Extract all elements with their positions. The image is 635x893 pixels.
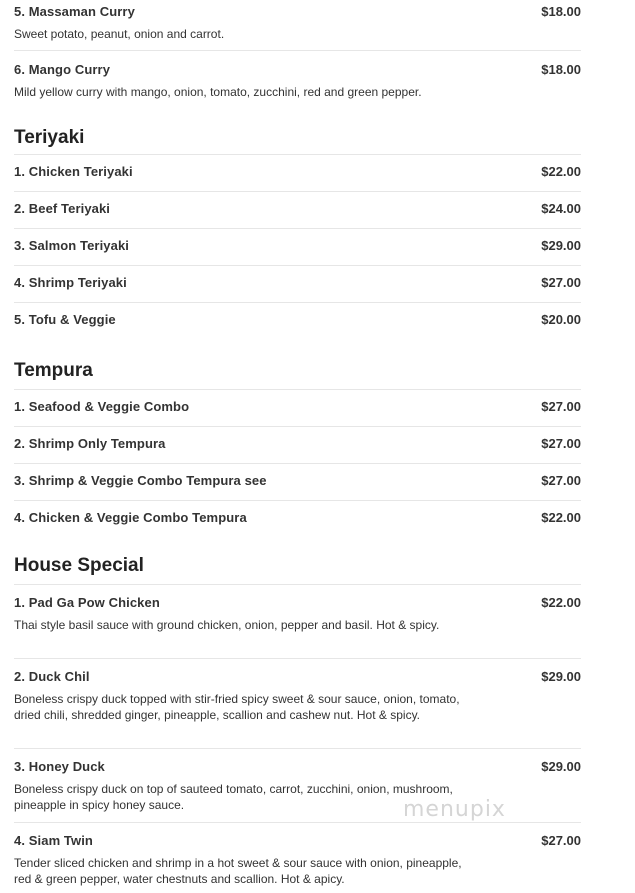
item-price: $27.00 bbox=[541, 833, 581, 848]
item-name: 6. Mango Curry bbox=[14, 62, 111, 77]
watermark-logo: menupix bbox=[403, 797, 506, 822]
item-price: $22.00 bbox=[541, 595, 581, 610]
item-name: 3. Shrimp & Veggie Combo Tempura see bbox=[14, 473, 267, 488]
menu bbox=[14, 0, 581, 893]
item-price: $27.00 bbox=[541, 473, 581, 488]
item-name: 2. Duck Chil bbox=[14, 669, 90, 684]
menu-item bbox=[14, 585, 581, 659]
item-name: 5. Tofu & Veggie bbox=[14, 312, 116, 327]
section-title: Tempura bbox=[14, 360, 93, 381]
menu-item bbox=[14, 155, 581, 192]
item-name: 3. Honey Duck bbox=[14, 759, 105, 774]
item-price: $24.00 bbox=[541, 201, 581, 216]
item-price: $29.00 bbox=[541, 669, 581, 684]
item-name: 5. Massaman Curry bbox=[14, 4, 135, 19]
menu-item bbox=[14, 0, 581, 51]
menu-item bbox=[14, 51, 581, 109]
item-description: Thai style basil sauce with ground chicken, onion, pepper and basil. Hot & spicy. bbox=[14, 618, 440, 632]
menu-section-curry bbox=[14, 0, 581, 109]
menu-item bbox=[14, 192, 581, 229]
item-price: $22.00 bbox=[541, 510, 581, 525]
item-price: $29.00 bbox=[541, 759, 581, 774]
item-name: 1. Chicken Teriyaki bbox=[14, 164, 133, 179]
item-price: $18.00 bbox=[541, 4, 581, 19]
item-name: 2. Shrimp Only Tempura bbox=[14, 436, 166, 451]
item-name: 3. Salmon Teriyaki bbox=[14, 238, 129, 253]
item-name: 2. Beef Teriyaki bbox=[14, 201, 111, 216]
menu-section-house-special bbox=[14, 538, 581, 893]
item-name: 4. Chicken & Veggie Combo Tempura bbox=[14, 510, 247, 525]
item-description: Boneless crispy duck topped with stir-fried spicy sweet & sour sauce, onion, tomato, dried chili, shredded ginger, pineapple, scallion and cashew nut. Hot & spicy. bbox=[14, 692, 460, 722]
item-description: Mild yellow curry with mango, onion, tomato, zucchini, red and green pepper. bbox=[14, 85, 422, 99]
menu-item bbox=[14, 229, 581, 266]
item-price: $20.00 bbox=[541, 312, 581, 327]
item-description: Tender sliced chicken and shrimp in a hot sweet & sour sauce with onion, pineapple, red & green pepper, water chestnuts and scallion. Hot & apicy. bbox=[14, 856, 462, 886]
item-price: $29.00 bbox=[541, 238, 581, 253]
section-title: Teriyaki bbox=[14, 127, 85, 148]
section-title: House Special bbox=[14, 555, 144, 576]
menu-item bbox=[14, 659, 581, 749]
item-name: 1. Pad Ga Pow Chicken bbox=[14, 595, 160, 610]
menu-section-teriyaki bbox=[14, 109, 581, 340]
item-price: $27.00 bbox=[541, 399, 581, 414]
menu-item bbox=[14, 390, 581, 427]
menu-section-tempura bbox=[14, 340, 581, 538]
item-price: $18.00 bbox=[541, 62, 581, 77]
item-description: Boneless crispy duck on top of sauteed tomato, carrot, zucchini, onion, mushroom, pineapple in spicy honey sauce. bbox=[14, 782, 453, 812]
menu-item bbox=[14, 303, 581, 340]
menu-item bbox=[14, 501, 581, 538]
menu-item bbox=[14, 427, 581, 464]
item-price: $27.00 bbox=[541, 275, 581, 290]
item-name: 1. Seafood & Veggie Combo bbox=[14, 399, 190, 414]
item-name: 4. Shrimp Teriyaki bbox=[14, 275, 127, 290]
item-name: 4. Siam Twin bbox=[14, 833, 93, 848]
menu-item bbox=[14, 823, 581, 893]
item-description: Sweet potato, peanut, onion and carrot. bbox=[14, 27, 225, 41]
menu-item bbox=[14, 464, 581, 501]
menu-item bbox=[14, 266, 581, 303]
item-price: $27.00 bbox=[541, 436, 581, 451]
item-price: $22.00 bbox=[541, 164, 581, 179]
